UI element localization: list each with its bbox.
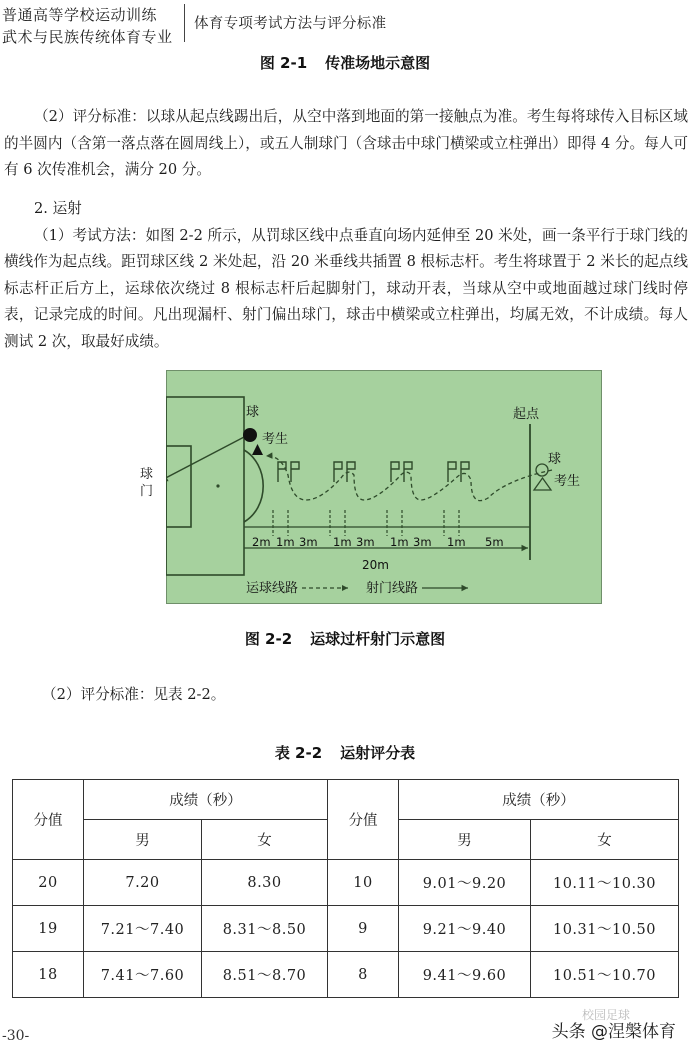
table-header-row bbox=[13, 780, 679, 820]
examinee-label: 考生 bbox=[262, 432, 289, 447]
watermark-faint: 校园足球 bbox=[581, 1008, 630, 1022]
goal-label: 球门 bbox=[140, 467, 154, 499]
figure-2-2-caption bbox=[0, 628, 690, 649]
score-cell: 20 bbox=[13, 860, 84, 906]
penalty-spot bbox=[216, 484, 219, 487]
female-time-cell: 8.31～8.50 bbox=[202, 906, 328, 952]
figure-2-1-caption bbox=[0, 52, 690, 73]
svg-text:3m: 3m bbox=[413, 535, 432, 549]
scoring-table bbox=[12, 779, 679, 998]
male-time-cell: 9.01～9.20 bbox=[399, 860, 531, 906]
male-time-cell: 9.41～9.60 bbox=[399, 952, 531, 998]
figure-title: 运球过杆射门示意图 bbox=[310, 630, 446, 648]
svg-text:3m: 3m bbox=[299, 535, 318, 549]
score-cell: 10 bbox=[328, 860, 399, 906]
dribble-scoring-paragraph: （2）评分标准：见表 2-2。 bbox=[42, 686, 226, 703]
svg-text:1m: 1m bbox=[333, 535, 352, 549]
figure-number: 图 2-2 bbox=[244, 630, 293, 648]
header-female: 女 bbox=[531, 820, 679, 860]
ball-label: 球 bbox=[246, 405, 260, 420]
figure-title: 传准场地示意图 bbox=[325, 54, 431, 72]
total-distance-label: 20m bbox=[362, 558, 389, 572]
female-time-cell: 10.31～10.50 bbox=[531, 906, 679, 952]
dribble-scoring-section bbox=[4, 682, 688, 709]
ball-icon bbox=[243, 428, 257, 442]
table-title: 运射评分表 bbox=[340, 744, 416, 762]
svg-text:5m: 5m bbox=[485, 535, 504, 549]
header-male: 男 bbox=[399, 820, 531, 860]
female-time-cell: 8.51～8.70 bbox=[202, 952, 328, 998]
header-score: 分值 bbox=[13, 780, 84, 860]
svg-text:2m: 2m bbox=[252, 535, 271, 549]
book-series-title bbox=[2, 4, 178, 48]
header-result: 成绩（秒） bbox=[84, 780, 328, 820]
dribble-section bbox=[4, 196, 688, 355]
legend-dribble-route: 运球线路 bbox=[246, 581, 299, 596]
start-point-label: 起点 bbox=[513, 407, 540, 422]
chapter-title: 体育专项考试方法与评分标准 bbox=[194, 16, 387, 32]
table-row bbox=[13, 860, 679, 906]
pass-scoring-section bbox=[4, 104, 688, 184]
legend-shot-route: 射门线路 bbox=[366, 581, 419, 596]
header-score: 分值 bbox=[328, 780, 399, 860]
score-cell: 19 bbox=[13, 906, 84, 952]
svg-text:3m: 3m bbox=[356, 535, 375, 549]
svg-text:1m: 1m bbox=[276, 535, 295, 549]
header-result: 成绩（秒） bbox=[399, 780, 679, 820]
table-2-2-caption bbox=[0, 742, 690, 763]
ball-start-label: 球 bbox=[548, 452, 562, 467]
male-time-cell: 7.41～7.60 bbox=[84, 952, 202, 998]
examinee-start-label: 考生 bbox=[554, 474, 581, 489]
section-heading: 2. 运射 bbox=[34, 200, 82, 217]
header-male: 男 bbox=[84, 820, 202, 860]
pass-scoring-paragraph: （2）评分标准：以球从起点线踢出后，从空中落到地面的第一接触点为准。考生每将球传入目标区域的半圆内（含第一落点落在圆周线上），或五人制球门（含球击中球门横梁或立柱弹出）即得 4 分。每人可有 6 次传准机会，满分 20 分。 bbox=[4, 108, 688, 178]
book-series-line-2: 武术与民族传统体育专业 bbox=[2, 28, 173, 46]
svg-text:1m: 1m bbox=[390, 535, 409, 549]
score-cell: 18 bbox=[13, 952, 84, 998]
figure-number: 图 2-1 bbox=[259, 54, 308, 72]
header-divider bbox=[184, 4, 185, 42]
dribble-shooting-diagram bbox=[166, 370, 602, 604]
female-time-cell: 8.30 bbox=[202, 860, 328, 906]
female-time-cell: 10.51～10.70 bbox=[531, 952, 679, 998]
dribble-method-paragraph: （1）考试方法：如图 2-2 所示，从罚球区线中点垂直向场内延伸至 20 米处，画一条平行于球门线的横线作为起点线。距罚球区线 2 米处起，沿 20 米垂线共插置 8 根标志杆。考生将球置于 2 米长的起点线标志杆正后方上，运球依次绕过 8 根标志杆后起脚射门，球动开表，当球从空中或地面越过球门线时停表，记录完成的时间。凡出现漏杆、射门偏出球门，球击中横梁或立柱弹出，均属无效，不计成绩。每人测试 2 次，取最好成绩。 bbox=[4, 226, 688, 350]
book-series-line-1: 普通高等学校运动训练 bbox=[2, 6, 158, 24]
female-time-cell: 10.11～10.30 bbox=[531, 860, 679, 906]
header-female: 女 bbox=[202, 820, 328, 860]
male-time-cell: 7.20 bbox=[84, 860, 202, 906]
table-row bbox=[13, 906, 679, 952]
score-cell: 8 bbox=[328, 952, 399, 998]
table-row bbox=[13, 952, 679, 998]
page-number: -30- bbox=[2, 1028, 30, 1044]
svg-text:1m: 1m bbox=[447, 535, 466, 549]
male-time-cell: 9.21～9.40 bbox=[399, 906, 531, 952]
male-time-cell: 7.21～7.40 bbox=[84, 906, 202, 952]
table-number: 表 2-2 bbox=[274, 744, 323, 762]
score-cell: 9 bbox=[328, 906, 399, 952]
watermark: 头条 @涅槃体育 bbox=[551, 1022, 676, 1042]
